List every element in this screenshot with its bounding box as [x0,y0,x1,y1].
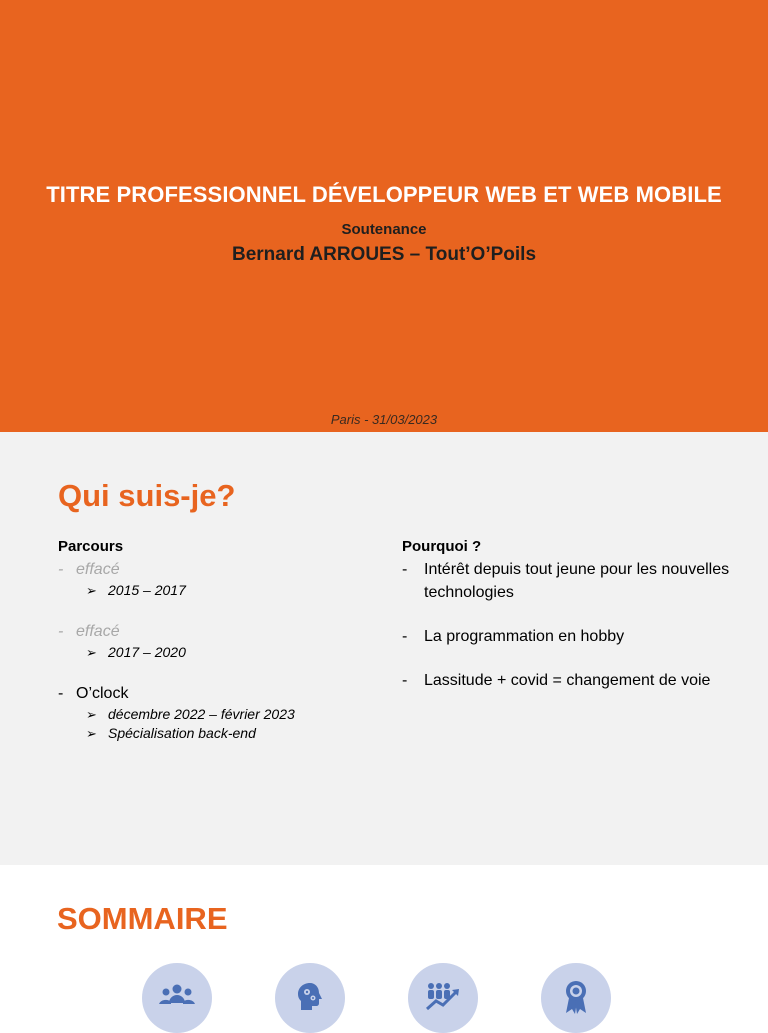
presenter-name: Bernard ARROUES – Tout’O’Poils [231,244,537,265]
arrow-bullet-icon: ➢ [86,726,97,741]
mind-gears-icon [275,963,345,1033]
why-item-text: Lassitude + covid = changement de voie [424,672,711,689]
career-column [58,538,378,743]
why-item [402,625,747,648]
summary-slide [0,865,768,1024]
why-item-text: Intérêt depuis tout jeune pour les nouvelles technologies [424,561,730,601]
career-heading: Parcours [58,538,124,555]
career-item [58,682,378,705]
why-heading: Pourquoi ? [402,538,482,555]
career-subitem-text: décembre 2022 – février 2023 [108,706,295,722]
dash-bullet: - [402,628,408,645]
career-subitem-text: Spécialisation back-end [108,725,256,741]
career-item-label: effacé [76,623,120,640]
presentation-subtitle: Soutenance [341,221,427,238]
career-subitem [58,705,378,724]
career-subitem [58,724,378,743]
dash-bullet: - [58,623,64,640]
about-slide [0,432,768,865]
presentation-title: TITRE PROFESSIONNEL DÉVELOPPEUR WEB ET WEB MOBILE [46,182,722,207]
career-subitem [58,581,378,600]
career-item [58,620,378,643]
career-subitem-text: 2017 – 2020 [108,644,186,660]
arrow-bullet-icon: ➢ [86,707,97,722]
dash-bullet: - [402,561,408,578]
dash-bullet: - [58,561,64,578]
group-icon [142,963,212,1033]
why-item-text: La programmation en hobby [424,628,625,645]
summary-title: SOMMAIRE [57,901,228,936]
why-column [402,538,747,692]
arrow-bullet-icon: ➢ [86,645,97,660]
place-date: Paris - 31/03/2023 [330,412,438,427]
dash-bullet: - [402,672,408,689]
career-subitem [58,643,378,662]
title-slide [0,0,768,432]
career-item-label: effacé [76,561,120,578]
growth-chart-icon [408,963,478,1033]
why-item [402,669,747,692]
arrow-bullet-icon: ➢ [86,583,97,598]
career-subitem-text: 2015 – 2017 [108,582,186,598]
dash-bullet: - [58,685,64,702]
about-title: Qui suis-je? [58,478,236,513]
career-item-label: O’clock [76,685,129,702]
award-ribbon-icon [541,963,611,1033]
career-item [58,558,378,581]
why-item [402,558,747,604]
